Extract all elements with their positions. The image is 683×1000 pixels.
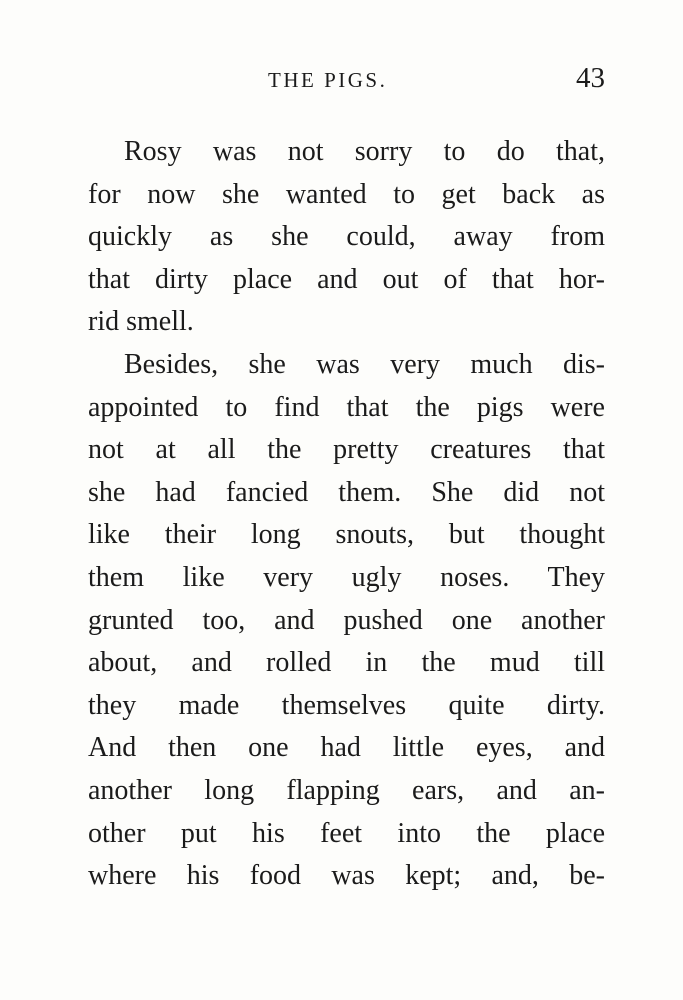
text-line: she had fancied them. She did not <box>88 476 605 508</box>
running-head <box>88 62 605 102</box>
paragraph-2 <box>88 344 605 898</box>
text-line: rid smell. <box>88 306 194 338</box>
text-line: appointed to find that the pigs were <box>88 391 605 423</box>
text-line: them like very ugly noses. They <box>88 561 605 593</box>
page-number: 43 <box>576 62 605 94</box>
text-line: not at all the pretty creatures that <box>88 434 605 466</box>
text-line: about, and rolled in the mud till <box>88 647 605 679</box>
paragraph-1 <box>88 131 605 344</box>
text-line: Rosy was not sorry to do that, <box>124 136 605 167</box>
text-line: where his food was kept; and, be- <box>88 860 605 892</box>
text-line: quickly as she could, away from <box>88 221 605 253</box>
text-line: And then one had little eyes, and <box>88 732 605 764</box>
text-line: grunted too, and pushed one another <box>88 604 605 636</box>
text-line: that dirty place and out of that hor- <box>88 263 605 295</box>
text-line: they made themselves quite dirty. <box>88 689 605 721</box>
text-line: like their long snouts, but thought <box>88 519 605 551</box>
text-line: Besides, she was very much dis- <box>124 348 605 380</box>
body-text <box>88 131 605 898</box>
text-line: for now she wanted to get back as <box>88 178 605 210</box>
text-line: another long flapping ears, and an- <box>88 774 605 806</box>
text-line: other put his feet into the place <box>88 817 605 849</box>
running-title: THE PIGS. <box>268 68 388 92</box>
